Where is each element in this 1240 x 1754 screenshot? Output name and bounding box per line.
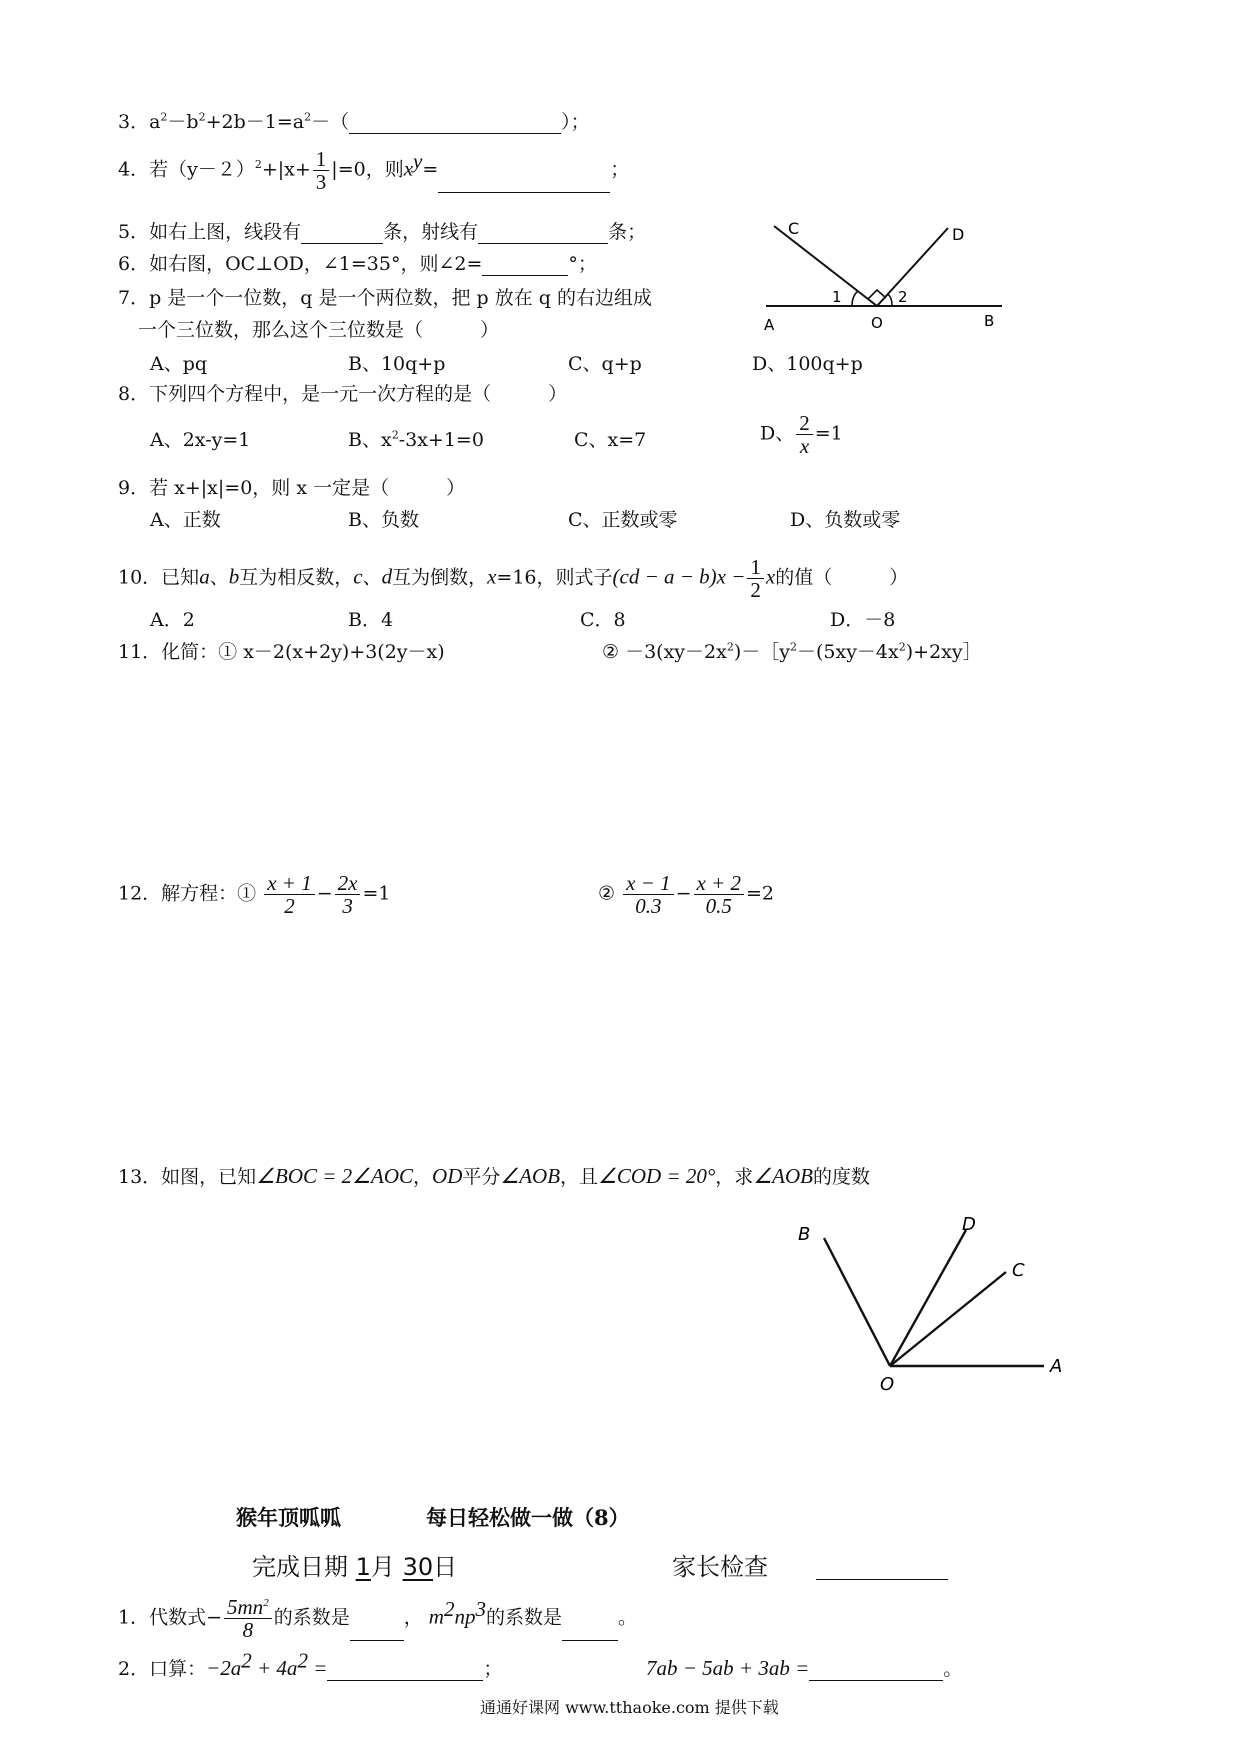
label-o: O (880, 1374, 895, 1395)
angle-1-arc (852, 291, 858, 306)
option-a: A、pq (150, 353, 208, 375)
answer-blank[interactable] (350, 1620, 404, 1641)
section-title: 每日轻松做一做（8） (426, 1505, 630, 1530)
option-d: D、100q+p (752, 353, 863, 375)
answer-blank[interactable] (349, 113, 561, 134)
fraction: $\frac{2x}{3}$ (335, 872, 361, 917)
option-c: C、正数或零 (568, 509, 678, 531)
label-1: 1 (832, 288, 842, 306)
question-12: 12．解方程：① $\frac{x + 1}{2}$ − $\frac{2x}{3}$ =1 (118, 871, 391, 918)
label-d: D (952, 225, 965, 244)
option-d: D、 $\frac{2}{x}$ =1 (760, 411, 843, 458)
question-5: 5．如右上图，线段有 条，射线有 条； (118, 221, 647, 243)
question-7-line2: 一个三位数，那么这个三位数是（ ） (138, 319, 500, 341)
question-12-part2: ② $\frac{x - 1}{0.3}$ − $\frac{x + 2}{0.5}$ =2 (598, 871, 775, 918)
option-d: D、负数或零 (790, 509, 901, 531)
option-b: B、10q+p (348, 353, 446, 375)
option-a: A．2 (150, 609, 195, 631)
angle-figure-2 (780, 1200, 1080, 1400)
label-c: C (1012, 1260, 1025, 1281)
question-10: 10．已知a、b互为相反数，c、d互为倒数，x=16，则式子(cd − a − b)x − $\frac{1}{2}$ x的值（ ） (118, 555, 909, 602)
ray-od (890, 1230, 966, 1366)
fraction: $\frac{x + 1}{2}$ (264, 872, 315, 917)
option-d: D．－8 (830, 609, 896, 631)
answer-blank[interactable] (301, 223, 383, 244)
fraction: $\frac{1}{2}$ (747, 556, 764, 601)
question-4: 4．若$(y-2)^2+|x+$ $\frac{1}{3}$ |=0，则$x^y=$ ； (118, 147, 630, 194)
fraction: $\frac{x + 2}{0.5}$ (694, 872, 745, 917)
ray-oc (774, 226, 877, 306)
option-c: C、q+p (568, 353, 642, 375)
parent-check: 家长检查 (672, 1553, 768, 1581)
fraction: $\frac{x - 1}{0.3}$ (623, 872, 674, 917)
label-2: 2 (898, 288, 908, 306)
ray-ob (824, 1238, 890, 1366)
daily-question-1: 1．代数式− $\frac{5mn^2}{8}$ 的系数是 ， $m^2np^3$的系数是 。 (118, 1595, 637, 1642)
option-a: A、正数 (150, 509, 221, 531)
question-6: 6．如右图，OC⊥OD，∠1=35°，则∠2= °； (118, 253, 597, 275)
option-b: B、$x^2-3x+1=0$ (348, 428, 484, 451)
label-b: B (798, 1224, 811, 1245)
question-8: 8．下列四个方程中，是一元一次方程的是（ ） (118, 383, 568, 405)
question-13: 13．如图，已知∠BOC = 2∠AOC，OD平分∠AOB，且∠COD = 20°，求∠AOB的度数 (118, 1164, 870, 1188)
answer-blank[interactable] (809, 1660, 943, 1681)
daily-question-2: 2．口算：$-2a^2 + 4a^2$ = ； (118, 1648, 503, 1680)
question-3: 3．$a^2-b^2+2b-1=a^2-$（ ）； (118, 110, 590, 133)
angle-2-arc (887, 294, 892, 306)
fraction: $\frac{2}{x}$ (796, 412, 813, 457)
footer-credit: 通通好课网 www.tthaoke.com 提供下载 (480, 1698, 779, 1717)
question-7: 7．p 是一个一位数，q 是一个两位数，把 p 放在 q 的右边组成 (118, 287, 652, 309)
option-c: C、x=7 (574, 429, 647, 451)
angle-figure-1 (740, 210, 1010, 340)
answer-blank[interactable] (327, 1660, 483, 1681)
question-11: 11．化简：① x－2(x+2y)+3(2y－x) (118, 641, 445, 663)
section-title-brand: 猴年顶呱呱 (236, 1505, 341, 1530)
answer-blank[interactable] (478, 223, 608, 244)
label-b: B (984, 312, 995, 330)
answer-blank[interactable] (482, 255, 568, 276)
label-a: A (1050, 1356, 1063, 1377)
option-b: B．4 (348, 609, 394, 631)
ray-oc (890, 1272, 1006, 1366)
parent-check-blank[interactable] (816, 1579, 948, 1580)
label-c: C (788, 219, 800, 238)
question-9: 9．若 x+|x|=0，则 x 一定是（ ） (118, 477, 466, 499)
label-d: D (962, 1214, 976, 1235)
label-o: O (871, 314, 883, 332)
fraction: $\frac{5mn^2}{8}$ (224, 1596, 272, 1641)
answer-blank[interactable] (438, 172, 610, 193)
daily-question-2-part2: 7ab − 5ab + 3ab = 。 (646, 1656, 963, 1680)
option-c: C．8 (580, 609, 626, 631)
label-a: A (764, 316, 775, 334)
option-b: B、负数 (348, 509, 419, 531)
completion-date: 完成日期 1月 30日 (252, 1553, 458, 1581)
fraction: $\frac{1}{3}$ (313, 148, 330, 193)
option-a: A、2x-y=1 (150, 429, 251, 451)
answer-blank[interactable] (562, 1620, 618, 1641)
question-11-part2: ② $-3(xy-2x^2)-[y^2-(5xy-4x^2)+2xy]$ (602, 640, 982, 663)
